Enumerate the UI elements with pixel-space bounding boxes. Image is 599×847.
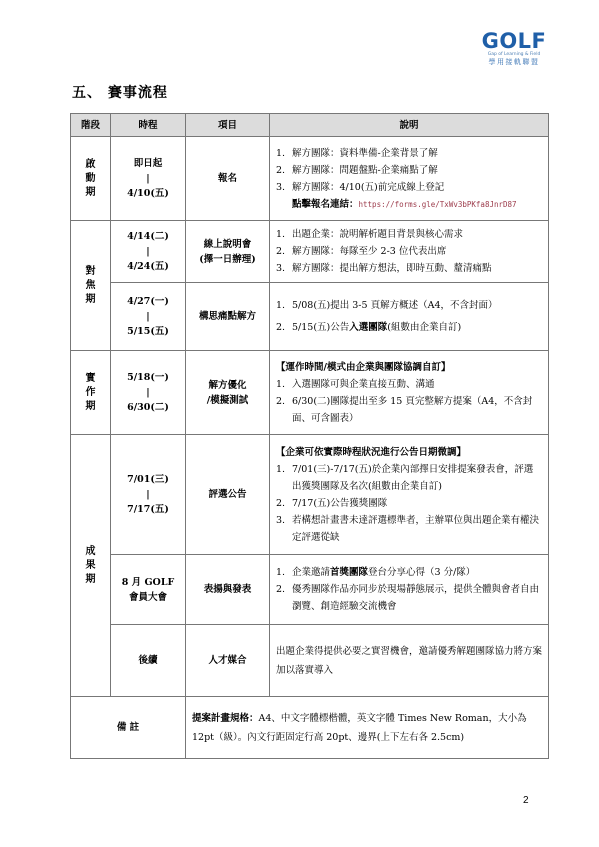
schedule-start: 即日起 — [133, 158, 163, 169]
list-item — [276, 162, 542, 179]
item-cell: 人才媒合 — [186, 625, 270, 697]
list-number: 2. — [276, 395, 286, 407]
schedule-separator: | — [146, 311, 150, 322]
item-cell: 構思痛點解方 — [186, 283, 270, 351]
description-cell — [270, 435, 549, 555]
list-text-post: 登台分享心得（3 分/隊） — [368, 567, 476, 578]
schedule-end: 6/30(二) — [127, 402, 169, 413]
list-text — [292, 317, 542, 339]
schedule-cell — [111, 351, 186, 435]
table-row — [71, 221, 549, 283]
schedule-line: 會員大會 — [128, 591, 167, 603]
list-text-pre: 5/15(五)公告 — [292, 321, 350, 333]
list-text: 解方團隊：資料準備-企業背景了解 — [292, 147, 438, 159]
schedule-cell — [111, 283, 186, 351]
description-cell: 出題企業得提供必要之實習機會，邀請優秀解題團隊協力將方案加以落實導入 — [270, 625, 549, 697]
table-row — [71, 625, 549, 697]
stage-label: 成果期 — [85, 545, 96, 585]
list-item — [276, 564, 542, 581]
list-text: 解方團隊：問題盤點-企業痛點了解 — [292, 164, 438, 176]
list-text: 解方團隊：每隊至少 2-3 位代表出席 — [292, 246, 447, 257]
list-item — [276, 581, 542, 615]
list-text: 出題企業：說明解析題目背景與核心需求 — [292, 229, 464, 240]
list-item — [276, 461, 542, 495]
list-number: 2. — [276, 584, 286, 595]
list-number: 3. — [276, 263, 286, 274]
description-cell — [270, 137, 549, 221]
description-cell — [270, 351, 549, 435]
list-item — [276, 512, 542, 546]
list-text: 入選團隊可與企業直接互動、溝通 — [292, 378, 435, 390]
stage-cell — [71, 351, 111, 435]
list-number: 2. — [276, 497, 286, 509]
item-line: 線上說明會 — [203, 238, 252, 250]
list-item — [276, 243, 542, 260]
description-cell — [270, 555, 549, 625]
list-item — [276, 376, 542, 393]
stage-cell — [71, 137, 111, 221]
table-row — [71, 351, 549, 435]
list-number: 3. — [276, 181, 286, 193]
list-item — [276, 495, 542, 512]
list-text-bold: 入選團隊 — [349, 321, 388, 333]
stage-cell — [71, 435, 111, 697]
stage-cell — [71, 221, 111, 351]
schedule-start: 5/18(一) — [127, 372, 169, 383]
list-text: 若構想計畫書未達評選標準者，主辦單位與出題企業有權決定評選從缺 — [292, 514, 540, 543]
list-text-post: (組數由企業自訂) — [387, 321, 462, 333]
list-text: 解方團隊：提出解方想法，即時互動、釐清痛點 — [292, 263, 492, 274]
registration-link-line — [276, 196, 542, 213]
registration-link[interactable]: https://forms.gle/TxWv3bPKfa8JnrD87 — [358, 199, 517, 209]
table-row — [71, 283, 549, 351]
description-heading: 【運作時間/模式由企業與團隊協調自訂】 — [276, 361, 451, 373]
page-number: 2 — [523, 795, 529, 806]
schedule-separator: | — [146, 173, 150, 184]
list-item — [276, 317, 542, 339]
logo-chinese-name: 學用接軌聯盟 — [488, 58, 540, 66]
list-text — [292, 564, 542, 581]
item-cell — [186, 351, 270, 435]
notes-content — [186, 697, 549, 759]
list-number: 3. — [276, 514, 286, 526]
schedule-start: 7/01(三) — [127, 474, 169, 485]
description-cell — [270, 221, 549, 283]
header-stage: 階段 — [71, 114, 111, 137]
schedule-cell: 後續 — [111, 625, 186, 697]
golf-logo — [464, 30, 564, 67]
list-text-bold: 首獎團隊 — [330, 567, 369, 578]
stage-label: 對焦期 — [85, 265, 96, 305]
list-number: 2. — [276, 321, 286, 333]
notes-spec-label: 提案計畫規格： — [192, 712, 259, 724]
header-item: 項目 — [186, 114, 270, 137]
schedule-cell — [111, 221, 186, 283]
list-number: 1. — [276, 147, 286, 159]
section-title: 五、 賽事流程 — [72, 85, 168, 101]
logo-wordmark: GOLF — [481, 29, 547, 53]
list-number: 2. — [276, 164, 286, 176]
item-cell: 報名 — [186, 137, 270, 221]
stage-label: 啟動期 — [85, 158, 96, 198]
list-text: 6/30(二)團隊提出至多 15 頁完整解方提案（A4，不含封面、可含圖表） — [292, 395, 533, 424]
item-cell: 表揚與發表 — [186, 555, 270, 625]
list-text: 5/08(五)提出 3-5 頁解方概述（A4，不含封面） — [292, 299, 498, 311]
table-header-row — [71, 114, 549, 137]
table-row — [71, 555, 549, 625]
item-cell — [186, 221, 270, 283]
list-text: 優秀團隊作品亦同步於現場靜態展示，提供全體與會者自由瀏覽、創造經驗交流機會 — [292, 584, 540, 612]
list-text-pre: 企業邀請 — [292, 567, 331, 578]
schedule-end: 4/10(五) — [127, 188, 169, 199]
header-schedule: 時程 — [111, 114, 186, 137]
schedule-separator: | — [146, 387, 150, 398]
header-description: 說明 — [270, 114, 549, 137]
list-item — [276, 260, 542, 277]
schedule-cell — [111, 137, 186, 221]
description-heading: 【企業可依實際時程狀況進行公告日期微調】 — [276, 446, 467, 458]
schedule-cell — [111, 435, 186, 555]
list-number: 2. — [276, 246, 286, 257]
description-cell — [270, 283, 549, 351]
table-row — [71, 435, 549, 555]
logo-tagline: Gap of Learning & Field — [487, 52, 541, 57]
schedule-table — [70, 113, 549, 759]
list-item — [276, 226, 542, 243]
item-line: 解方優化 — [208, 379, 247, 391]
schedule-cell — [111, 555, 186, 625]
schedule-separator: | — [146, 246, 150, 257]
schedule-start: 4/27(一) — [127, 296, 169, 307]
notes-label: 備 註 — [71, 697, 186, 759]
item-cell: 評選公告 — [186, 435, 270, 555]
list-item — [276, 145, 542, 162]
table-row — [71, 137, 549, 221]
list-number: 1. — [276, 463, 286, 475]
schedule-end: 5/15(五) — [127, 326, 169, 337]
list-number: 1. — [276, 378, 286, 390]
list-number: 1. — [276, 229, 286, 240]
schedule-end: 7/17(五) — [127, 504, 169, 515]
list-number: 1. — [276, 299, 286, 311]
list-text: 解方團隊：4/10(五)前完成線上登記 — [292, 181, 445, 193]
list-item — [276, 393, 542, 427]
list-number: 1. — [276, 567, 286, 578]
list-text: 7/17(五)公告獲獎團隊 — [292, 497, 388, 509]
item-line: (擇一日辦理) — [199, 253, 256, 265]
schedule-separator: | — [146, 489, 150, 500]
schedule-end: 4/24(五) — [127, 261, 169, 272]
list-item — [276, 179, 542, 196]
item-line: /模擬測試 — [206, 394, 249, 406]
list-text: 7/01(三)-7/17(五)於企業內部擇日安排提案發表會，評選出獲獎團隊及名次(組數由企業自訂) — [292, 463, 534, 492]
schedule-line: 8 月 GOLF — [121, 576, 175, 588]
list-item — [276, 295, 542, 317]
notes-row — [71, 697, 549, 759]
stage-label: 實作期 — [85, 372, 96, 412]
schedule-start: 4/14(二) — [127, 231, 169, 242]
notes-spec-text: A4、中文字體標楷體，英文字體 Times New Roman，大小為 12pt（級）。內文行距固定行高 20pt、邊界(上下左右各 2.5cm) — [192, 712, 527, 743]
registration-link-label: 點擊報名連結： — [292, 198, 359, 210]
